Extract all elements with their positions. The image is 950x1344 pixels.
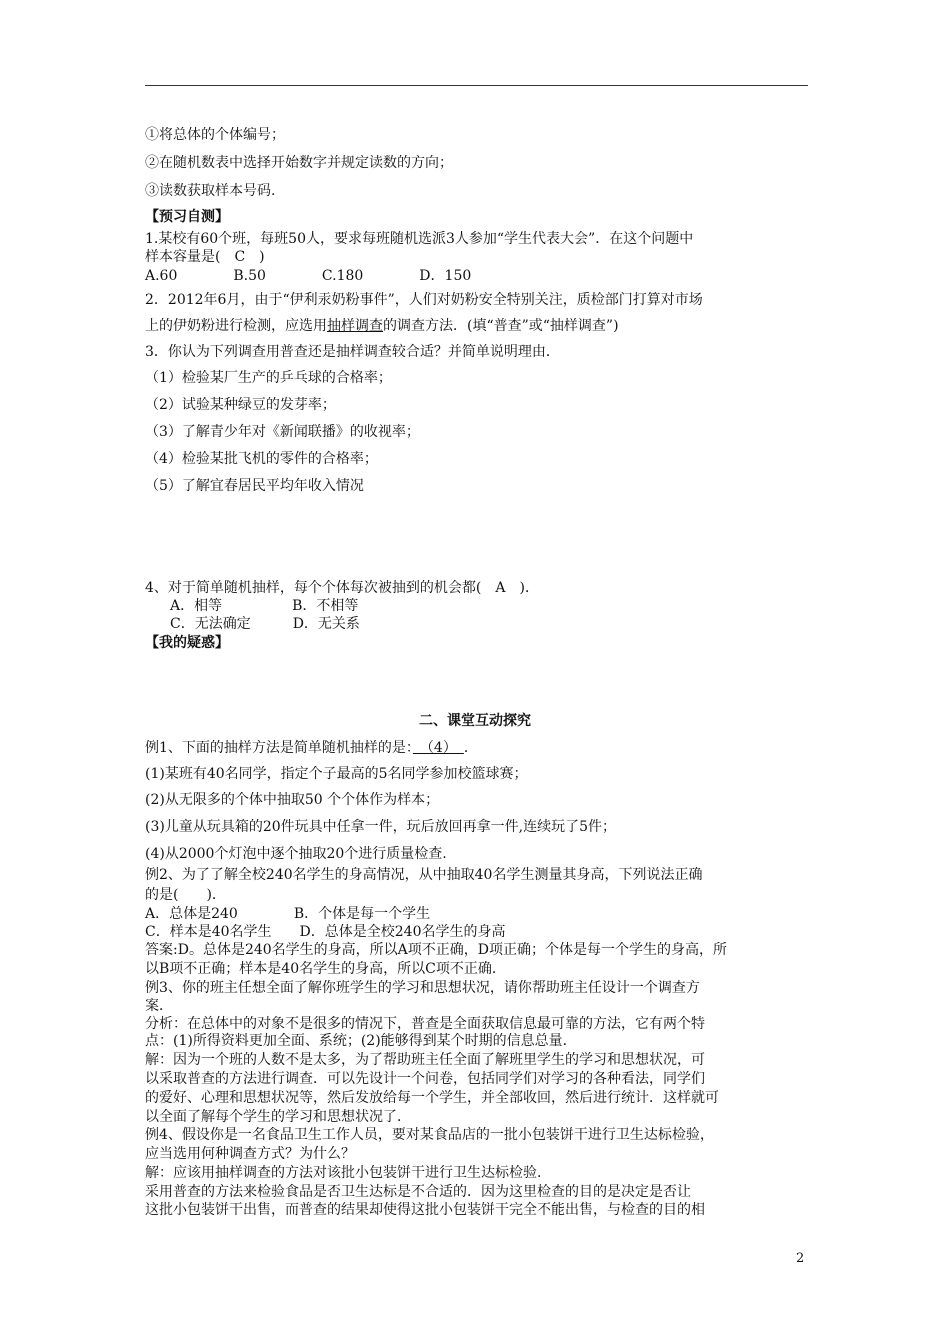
ex3-analysis-2: 点：(1)所得资料更加全面、系统；(2)能够得到某个时期的信息总量． bbox=[145, 1033, 577, 1049]
q1-line-2: 样本容量是( C ) bbox=[145, 249, 265, 265]
q3-item-1: （1）检验某厂生产的乒乓球的合格率； bbox=[145, 370, 392, 386]
q2-line-1: 2．2012年6月，由于“伊利汞奶粉事件”，人们对奶粉安全特别关注，质检部门打算对市场 bbox=[145, 292, 703, 308]
q3-item-3: （3）了解青少年对《新闻联播》的收视率； bbox=[145, 424, 420, 440]
ex1-line bbox=[145, 740, 478, 756]
step-3: ③读数获取样本号码. bbox=[145, 183, 276, 199]
ex4-solution-3: 这批小包装饼干出售，而普查的结果却使得这批小包装饼干完全不能出售，与检查的目的相 bbox=[145, 1202, 705, 1218]
q3-line: 3．你认为下列调查用普查还是抽样调查较合适？并简单说明理由． bbox=[145, 344, 560, 360]
q2-line-2-pre: 上的伊奶粉进行检测，应选用 bbox=[145, 318, 327, 334]
q1-line-1: 1.某校有60个班，每班50人，要求每班随机选派3人参加“学生代表大会”．在这个问题中 bbox=[145, 231, 694, 247]
ex1-item-4: (4)从2000个灯泡中逐个抽取20个进行质量检查. bbox=[145, 846, 447, 862]
ex3-solution-3: 的爱好、心理和思想状况等，然后发放给每一个学生，并全部收回，然后进行统计．这样就可 bbox=[145, 1090, 719, 1106]
ex2-line-2: 的是( )． bbox=[145, 887, 226, 903]
header-rule bbox=[145, 85, 808, 86]
section-title: 二、课堂互动探究 bbox=[419, 713, 531, 729]
step-1: ①将总体的个体编号； bbox=[145, 127, 285, 143]
ex4-line-2: 应当选用何种调查方式？为什么？ bbox=[145, 1146, 355, 1162]
q3-item-2: （2）试验某种绿豆的发芽率； bbox=[145, 397, 336, 413]
ex3-line-2: 案． bbox=[145, 998, 173, 1014]
q3-item-5: （5）了解宜春居民平均年收入情况 bbox=[145, 478, 364, 494]
ex1-item-2: (2)从无限多的个体中抽取50 个个体作为样本； bbox=[145, 792, 440, 808]
q4-options-2: C．无法确定 D．无关系 bbox=[170, 616, 360, 632]
doubt-heading: 【我的疑惑】 bbox=[145, 635, 229, 651]
q4-options-1: A．相等 B．不相等 bbox=[170, 598, 359, 614]
ex4-solution-2: 采用普查的方法来检验食品是否卫生达标是不合适的．因为这里检查的目的是决定是否让 bbox=[145, 1184, 691, 1200]
ex1-answer: （4） bbox=[412, 740, 464, 756]
ex3-solution-4: 以全面了解每个学生的学习和思想状况了． bbox=[145, 1109, 411, 1125]
page-number: 2 bbox=[796, 1251, 805, 1266]
ex1-item-3: (3)儿童从玩具箱的20件玩具中任拿一件，玩后放回再拿一件,连续玩了5件； bbox=[145, 819, 617, 835]
ex3-analysis-1: 分析：在总体中的对象不是很多的情况下，普查是全面获取信息最可靠的方法，它有两个特 bbox=[145, 1016, 705, 1032]
ex2-answer-2: 以B项不正确；样本是40名学生的身高，所以C项不正确． bbox=[145, 961, 506, 977]
ex3-solution-2: 以采取普查的方法进行调查．可以先设计一个问卷，包括同学们对学习的各种看法，同学们 bbox=[145, 1071, 705, 1087]
q4-line: 4、对于简单随机抽样，每个个体每次被抽到的机会都( A )． bbox=[145, 580, 539, 596]
ex4-solution-1: 解：应该用抽样调查的方法对该批小包装饼干进行卫生达标检验． bbox=[145, 1165, 551, 1181]
q1-options: A.60 B.50 C.180 D．150 bbox=[145, 268, 472, 284]
ex3-solution-1: 解：因为一个班的人数不是太多，为了帮助班主任全面了解班里学生的学习和思想状况，可 bbox=[145, 1052, 705, 1068]
q2-line-2-post: 的调查方法．(填“普查”或“抽样调查”) bbox=[383, 318, 619, 334]
ex1-item-1: (1)某班有40名同学，指定个子最高的5名同学参加校篮球赛； bbox=[145, 766, 528, 782]
preview-heading: 【预习自测】 bbox=[145, 209, 229, 225]
q3-item-4: （4）检验某批飞机的零件的合格率； bbox=[145, 451, 378, 467]
ex2-options-1: A．总体是240 B．个体是每一个学生 bbox=[145, 906, 431, 922]
ex4-line-1: 例4、假设你是一名食品卫生工作人员，要对某食品店的一批小包装饼干进行卫生达标检验， bbox=[145, 1127, 714, 1143]
ex2-answer-1: 答案:D。总体是240名学生的身高，所以A项不正确，D项正确；个体是每一个学生的身高，所 bbox=[145, 942, 727, 958]
q2-answer: 抽样调查 bbox=[327, 318, 383, 334]
ex2-line-1: 例2、为了了解全校240名学生的身高情况，从中抽取40名学生测量其身高，下列说法正确 bbox=[145, 867, 703, 883]
ex2-options-2: C．样本是40名学生 D．总体是全校240名学生的身高 bbox=[145, 924, 506, 940]
ex1-line-pre: 例1、下面的抽样方法是简单随机抽样的是： bbox=[145, 740, 413, 756]
step-2: ②在随机数表中选择开始数字并规定读数的方向； bbox=[145, 155, 453, 171]
ex3-line-1: 例3、你的班主任想全面了解你班学生的学习和思想状况，请你帮助班主任设计一个调查方 bbox=[145, 980, 700, 996]
ex1-line-post: ． bbox=[463, 740, 478, 756]
q2-line-2 bbox=[145, 318, 619, 334]
